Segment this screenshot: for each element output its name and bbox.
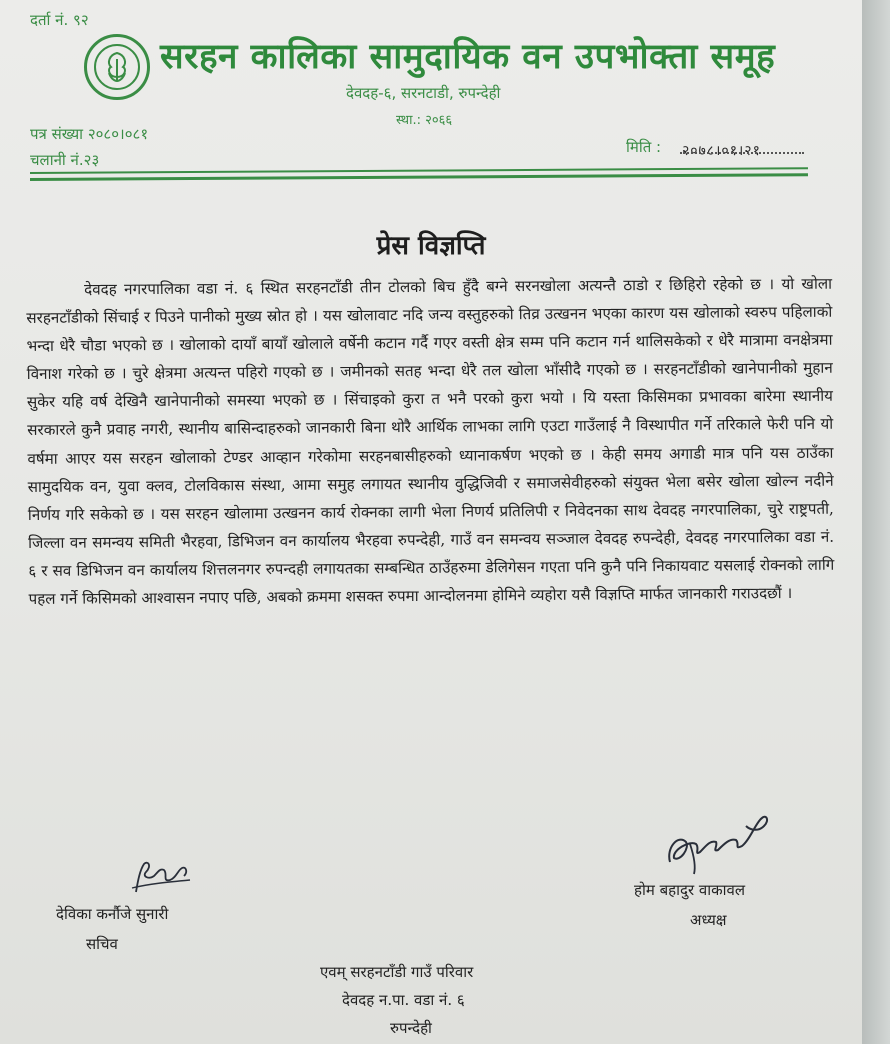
document-title: प्रेस विज्ञप्ति xyxy=(376,231,486,261)
background-edge xyxy=(862,0,890,1044)
letter-number: पत्र संख्या २०८०।०८१ xyxy=(30,125,149,143)
footer-line-1: एवम् सरहनटाँडी गाउँ परिवार xyxy=(320,963,474,981)
president-name: होम बहादुर वाकावल xyxy=(634,881,746,899)
registration-number: दर्ता नं. ९२ xyxy=(30,11,89,29)
president-role: अध्यक्ष xyxy=(690,911,727,929)
secretary-role: सचिव xyxy=(86,935,118,953)
established-year: स्था.: २०६६ xyxy=(396,113,453,128)
header-divider-thick xyxy=(30,173,808,181)
organization-logo xyxy=(84,34,150,100)
organization-address: देवदह-६, सरनटाडी, रुपन्देही xyxy=(346,84,501,102)
footer-line-3: रुपन्देही xyxy=(390,1019,432,1037)
date-label: मिति : xyxy=(626,138,662,156)
dispatch-number: चलानी नं.२३ xyxy=(30,151,100,169)
press-release-body: देवदह नगरपालिका वडा नं. ६ स्थित सरहनटाँडी तीन टोलको बिच हुँदै बग्ने सरनखोला अत्यन्तै ठाडो र छिहिरो रहेको छ । यो खोला सरहनटाँडीको सिंचाई र पिउने पानीको मुख्य स्रोत हो । यस खोलावाट नदि जन्य वस्तुहरुको तिव्र उत्खनन भएका कारण यस खोलाको स्वरुप पहिलाको भन्दा धेरै चौडा भएको छ । खोलाको दायाँ बायाँ खोलाले वर्षेनी कटान गर्दै गएर वस्ती क्षेत्र सम्म पनि कटान गर्न थालिसकेको र धेरै मात्रामा वनक्षेत्रमा विनाश गरेको छ । चुरे क्षेत्रमा अत्यन्त पहिरो गएको छ । जमीनको सतह भन्दा धेरै तल खोला भाँसीदै गएको छ । सरहनटाँडीको खानेपानीको मुहान सुकेर यहि वर्ष देखिनै खानेपानीको समस्या भएको छ । सिंचाइको कुरा त भनै परको कुरा भयो । यि यस्ता किसिमका प्रभावका बारेमा स्थानीय सरकारले कुनै प्रवाह नगरी, स्थानीय बासिन्दाहरुको जानकारी बिना थोरै आर्थिक लाभका लागि एउटा गाउँलाई नै विस्थापीत गर्ने तरिकाले फेरी पनि यो वर्षमा आएर यस सरहन खोलाको टेण्डर आव्हान गरेकोमा सरहनबासीहरुको ध्यानाकर्षण भएको छ । केही समय अगाडी मात्र पनि यस ठाउँका सामुदयिक वन, युवा क्लव, टोलविकास संस्था, आमा समुह लगायत स्थानीय वुद्धिजिवी र समाजसेवीहरुको संयुक्त भेला बसेर खोला खोल्न नदीने निर्णय गरि सकेको छ । यस सरहन खोलामा उत्खनन कार्य रोक्नका लागी भेला निणर्य प्रतिलिपी र निवेदनका साथ देवदह नगरपालिका, चुरे राष्ट्रपती, जिल्ला वन समन्वय समिती भैरहवा, डिभिजन वन कार्यालय भैरहवा रुपन्देही, गाउँ वन समन्वय सञ्जाल देवदह रुपन्देही, देवदह नगरपालिका वडा नं. ६ र सव डिभिजन वन कार्यालय शित्तलनगर रुपन्दही लगायतका सम्बन्धित ठाउँहरुमा डेलिगेसन गएता पनि कुनै पनि निकायवाट यसलाई रोक्नको लागि पहल गर्ने किसिमको आश्वासन नपाए पछि, अबको क्रममा शसक्त रुपमा आन्दोलनमा होमिने व्यहोरा यसै विज्ञप्ति मार्फत जानकारी गराउदछौं । xyxy=(26,274,835,609)
footer-line-2: देवदह न.पा. वडा नं. ६ xyxy=(342,991,465,1009)
president-signature-icon xyxy=(660,800,780,880)
secretary-signature-icon xyxy=(128,858,198,898)
tree-emblem-icon xyxy=(87,37,147,97)
organization-name: सरहन कालिका सामुदायिक वन उपभोक्ता समूह xyxy=(160,37,776,77)
secretary-name: देविका कर्नौजे सुनारी xyxy=(56,905,169,923)
date-underline xyxy=(680,152,804,154)
date-value: २०७८।०१।२१ xyxy=(682,143,761,159)
